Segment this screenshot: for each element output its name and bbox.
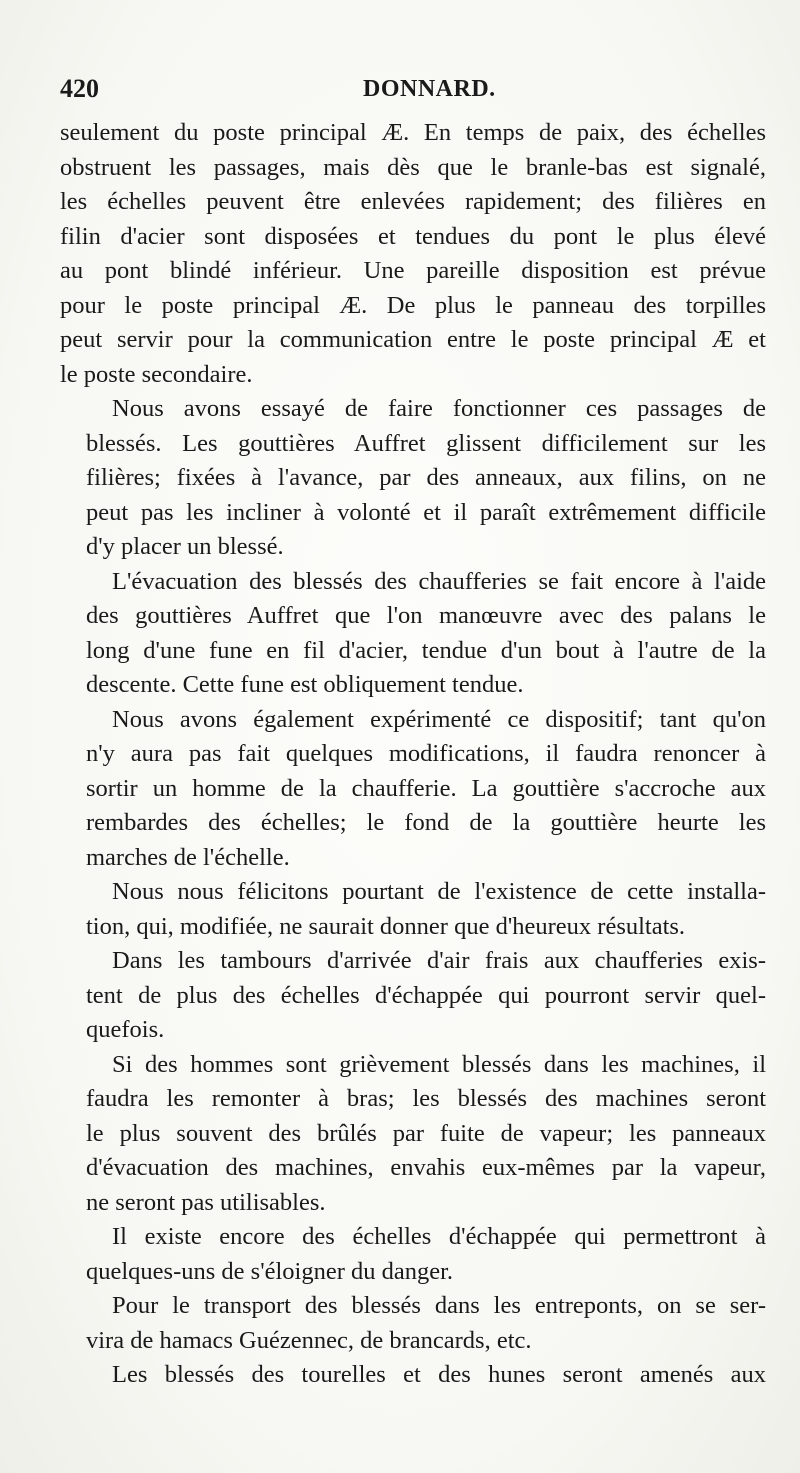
paragraph [60,1048,766,1221]
text-line: ne seront pas utilisables. [86,1188,326,1216]
text-line: tent de plus des échelles d'échappée qui pourront servir quel- [86,981,766,1009]
body-text [60,116,766,1393]
paragraph [60,565,766,703]
paragraph [60,703,766,876]
text-line: Si des hommes sont grièvement blessés dans les machines, il [112,1050,766,1078]
text-line: blessés. Les gouttières Auffret glissent difficilement sur les [86,429,766,457]
text-line: pour le poste principal Æ. De plus le panneau des torpilles [60,291,766,319]
text-line: Les blessés des tourelles et des hunes seront amenés aux [112,1361,766,1388]
text-line: Dans les tambours d'arrivée d'air frais aux chaufferies exis- [112,947,766,974]
page-header [60,74,766,110]
text-line: vira de hamacs Guézennec, de brancards, etc. [86,1326,532,1354]
text-line: filières; fixées à l'avance, par des anneaux, aux filins, on ne [86,464,766,491]
text-line: les échelles peuvent être enlevées rapidement; des filières en [60,188,766,215]
paragraph [60,392,766,565]
text-line: Nous avons essayé de faire fonctionner ces passages de [112,395,766,422]
paragraph [60,1358,766,1393]
text-line: filin d'acier sont disposées et tendues du pont le plus élevé [60,222,766,250]
text-line: des gouttières Auffret que l'on manœuvre avec des palans le [86,602,766,629]
paragraph [60,116,766,392]
text-line: Nous nous félicitons pourtant de l'existence de cette installa- [112,878,766,905]
text-line: sortir un homme de la chaufferie. La gouttière s'accroche aux [86,774,766,802]
text-line: le plus souvent des brûlés par fuite de vapeur; les panneaux [86,1119,766,1147]
text-line: tion, qui, modifiée, ne saurait donner que d'heureux résultats. [86,912,686,940]
text-line: faudra les remonter à bras; les blessés des machines seront [86,1085,766,1112]
running-head: DONNARD. [363,76,496,102]
text-line: peut servir pour la communication entre le poste principal Æ et [60,326,766,353]
text-line: Pour le transport des blessés dans les entreponts, on se ser- [112,1292,766,1319]
paragraph [60,1220,766,1289]
text-line: seulement du poste principal Æ. En temps de paix, des échelles [60,119,766,146]
paragraph [60,944,766,1048]
page-number: 420 [60,74,99,103]
text-line: Nous avons également expérimenté ce dispositif; tant qu'on [112,705,766,733]
text-line: obstruent les passages, mais dès que le branle-bas est signalé, [60,153,766,181]
text-line: quelques-uns de s'éloigner du danger. [86,1257,454,1285]
text-line: quefois. [86,1016,165,1043]
text-line: rembardes des échelles; le fond de la gouttière heurte les [86,809,766,836]
text-line: marches de l'échelle. [86,843,290,871]
text-line: d'évacuation des machines, envahis eux-mêmes par la vapeur, [86,1154,766,1181]
text-line: le poste secondaire. [60,360,253,388]
text-line: d'y placer un blessé. [86,533,284,560]
text-line: L'évacuation des blessés des chaufferies se fait encore à l'aide [112,567,766,595]
text-line: n'y aura pas fait quelques modifications, il faudra renoncer à [86,740,766,767]
text-line: Il existe encore des échelles d'échappée qui permettront à [112,1223,766,1250]
text-line: au pont blindé inférieur. Une pareille disposition est prévue [60,257,766,284]
paragraph [60,875,766,944]
text-line: long d'une fune en fil d'acier, tendue d'un bout à l'autre de la [86,636,766,664]
paragraph [60,1289,766,1358]
text-line: descente. Cette fune est obliquement tendue. [86,671,524,698]
text-line: peut pas les incliner à volonté et il paraît extrêmement difficile [86,498,766,526]
